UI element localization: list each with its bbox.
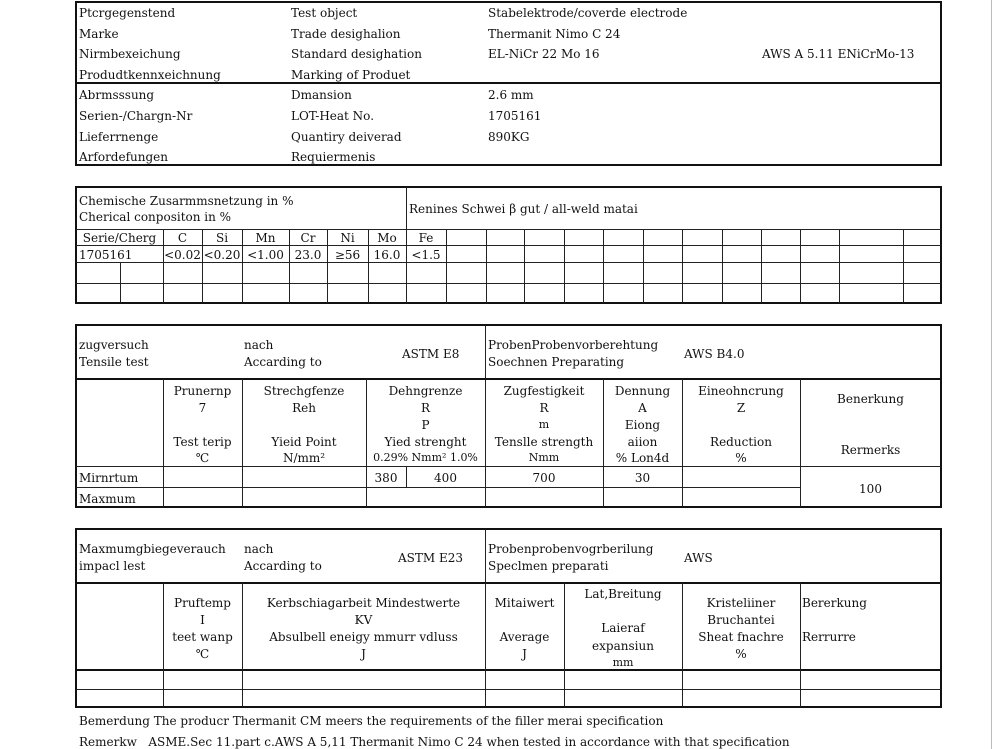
header-si: Si	[215, 231, 229, 245]
prep-standard: AWS	[684, 551, 713, 565]
header-text: Absulbell eneigy mmurr vdluss	[269, 630, 458, 644]
header-text: Kerbschiagarbeit Mindestwerte	[266, 596, 461, 610]
header-text: Yied strenght	[384, 435, 467, 449]
field-value: 890KG	[488, 130, 530, 144]
header-text: Eineohncrung	[698, 384, 784, 398]
footer-remark-line-2: Remerkw ASME.Sec 11.part c.AWS A 5,11 Thermanit Nimo C 24 when tested in accordance with that specification	[79, 735, 790, 749]
tensile-title-de: zugversuch	[79, 338, 149, 352]
value-c: <0.02	[164, 248, 201, 262]
row-maximum-label: Maxmum	[79, 492, 136, 506]
header-text: R	[539, 401, 549, 415]
grid-line	[446, 229, 447, 303]
grid-line	[839, 229, 840, 303]
header-text: %	[735, 451, 747, 465]
field-value: 2.6 mm	[488, 88, 534, 102]
yield-029-value: 380	[374, 471, 398, 485]
tensile-strength-value: 700	[532, 471, 556, 485]
field-value: EL-NiCr 22 Mo 16	[488, 47, 600, 61]
header-text: Average	[499, 630, 550, 644]
grid-line	[564, 229, 565, 303]
prep-label-en: Soechnen Preparating	[488, 355, 625, 369]
tensile-title-en: Tensile test	[79, 355, 149, 369]
header-text: teet wanp	[172, 630, 233, 644]
header-text: mm	[612, 656, 634, 669]
label-de: Produdtkennxeichnung	[79, 68, 221, 82]
label-de: Ptcrgegenstend	[79, 6, 176, 20]
grid-line	[643, 229, 644, 303]
header-text: Nmm	[528, 451, 560, 464]
page-edge-line	[991, 0, 992, 749]
grid-line	[76, 466, 941, 467]
header-c: C	[177, 231, 188, 245]
header-text: Zugfestigkeit	[503, 384, 585, 398]
grid-line	[486, 229, 487, 303]
header-text: Bruchantei	[707, 613, 775, 627]
header-serie: Serie/Cherg	[82, 231, 157, 245]
header-mn: Mn	[255, 231, 276, 245]
header-text: expansiun	[592, 639, 654, 653]
grid-line	[524, 229, 525, 303]
header-ni: Ni	[340, 231, 355, 245]
header-text: Prunernp	[173, 384, 232, 398]
header-text: Mitaiwert	[494, 596, 555, 610]
grid-line	[76, 283, 941, 284]
header-text: I	[200, 613, 205, 627]
header-text: ℃	[195, 451, 210, 465]
header-text: Dehngrenze	[388, 384, 463, 398]
value-fe: <1.5	[411, 248, 441, 262]
tensile-standard: ASTM E8	[402, 347, 460, 361]
header-text: % Lon4d	[615, 451, 670, 465]
header-text: KV	[354, 613, 373, 627]
header-text: %	[735, 647, 747, 661]
value-si: <0.20	[203, 248, 241, 262]
label-en: Requiermenis	[291, 150, 376, 164]
header-fe: Fe	[418, 231, 434, 245]
grid-line	[76, 487, 801, 488]
value-cr: 23.0	[294, 248, 322, 262]
header-text: Laieraf	[601, 621, 645, 635]
header-text: Bererkung	[802, 596, 867, 610]
header-text: Reh	[292, 401, 316, 415]
value-serie: 1705161	[79, 248, 133, 262]
label-en: LOT-Heat No.	[291, 109, 375, 123]
field-value: Stabelektrode/coverde electrode	[488, 6, 688, 20]
grid-line	[903, 229, 904, 303]
header-text: Strechgfenze	[263, 384, 345, 398]
header-text: Z	[736, 401, 746, 415]
grid-line	[682, 229, 683, 303]
grid-line	[75, 582, 942, 584]
header-text: Rerrurre	[802, 630, 856, 644]
header-text: aiion	[627, 435, 658, 449]
value-mo: 16.0	[373, 248, 401, 262]
label-en: Marking of Produet	[291, 68, 411, 82]
according-label: Accarding to	[244, 559, 322, 573]
grid-line	[722, 229, 723, 303]
label-en: Standard desighation	[291, 47, 422, 61]
footer-remark-line-1: Bemerdung The producr Thermanit CM meers the requirements of the filler merai specification	[79, 714, 664, 728]
yield-10-value: 400	[434, 471, 457, 485]
header-text: Dennung	[614, 384, 671, 398]
chem-title-en: Cherical conpositon in %	[79, 210, 232, 224]
header-cr: Cr	[300, 231, 316, 245]
elongation-value: 30	[634, 471, 651, 485]
header-text: Lat,Breitung	[584, 587, 662, 601]
header-text: Kristeliiner	[706, 596, 776, 610]
value-ni: ≥56	[334, 248, 361, 262]
header-text: Eiong	[624, 418, 661, 432]
grid-line	[76, 689, 941, 690]
grid-line	[76, 262, 941, 263]
header-text: Reduction	[710, 435, 772, 449]
impact-title-en: impacl lest	[79, 559, 146, 573]
label-de: Abrmsssung	[79, 88, 155, 102]
header-text: Test terip	[173, 435, 232, 449]
prep-label-de: Probenprobenvogrberilung	[488, 542, 654, 556]
header-text: J	[522, 647, 527, 661]
label-de: Arfordefungen	[79, 150, 168, 164]
chem-title-de: Chemische Zusarmmsnetzung in %	[79, 194, 294, 208]
label-en: Dmansion	[291, 88, 352, 102]
grid-line	[603, 229, 604, 303]
header-text: R	[420, 401, 431, 415]
grid-line	[75, 669, 942, 671]
grid-line	[75, 378, 942, 380]
label-de: Serien-/Chargn-Nr	[79, 109, 193, 123]
prep-label-en: Speclmen preparati	[488, 559, 609, 573]
prep-label-de: ProbenProbenvorberehtung	[488, 338, 659, 352]
grid-line	[76, 245, 941, 246]
value-mn: <1.00	[247, 248, 284, 262]
row-minimum-label: Mirnrtum	[79, 471, 139, 485]
header-text: Rermerks	[840, 443, 901, 457]
header-text: 7	[198, 401, 207, 415]
according-label: Accarding to	[244, 355, 322, 369]
grid-line	[120, 262, 121, 303]
header-text: N/mm²	[282, 451, 326, 465]
label-de: Lieferrnenge	[79, 130, 159, 144]
grid-line	[800, 583, 801, 707]
field-value: 1705161	[488, 109, 542, 123]
grid-line	[761, 229, 762, 303]
impact-standard: ASTM E23	[398, 551, 464, 565]
all-weld-label: Renines Schwei β gut / all-weld matai	[409, 202, 638, 216]
header-mo: Mo	[377, 231, 397, 245]
header-text: Tenslle strength	[494, 435, 594, 449]
grid-line	[800, 229, 801, 303]
nach-label: nach	[244, 338, 274, 352]
label-de: Marke	[79, 27, 119, 41]
nach-label: nach	[244, 542, 274, 556]
grid-line	[76, 229, 941, 230]
label-en: Test object	[291, 6, 358, 20]
header-text: Pruftemp	[174, 596, 231, 610]
header-text: Yieid Point	[271, 435, 337, 449]
label-de: Nirmbexeichung	[79, 47, 181, 61]
label-en: Trade desighalion	[291, 27, 401, 41]
aws-classification: AWS A 5.11 ENiCrMo-13	[762, 47, 915, 61]
header-text: ℃	[195, 647, 210, 661]
grid-line	[406, 187, 407, 229]
header-text: P	[421, 418, 430, 432]
grid-line	[485, 529, 486, 582]
label-en: Quantiry deiverad	[291, 130, 402, 144]
prep-standard: AWS B4.0	[684, 347, 745, 361]
header-text: J	[361, 647, 366, 661]
impact-title-de: Maxmumgbiegeverauch	[79, 542, 226, 556]
header-text: A	[638, 401, 647, 415]
header-text: 0.29% Nmm² 1.0%	[373, 451, 478, 464]
header-text: Sheat fnachre	[698, 630, 784, 644]
field-value: Thermanit Nimo C 24	[488, 27, 621, 41]
remark-value: 100	[859, 482, 882, 496]
product-info-divider	[75, 82, 942, 84]
header-text: Benerkung	[837, 392, 904, 406]
header-text: m	[538, 418, 550, 431]
